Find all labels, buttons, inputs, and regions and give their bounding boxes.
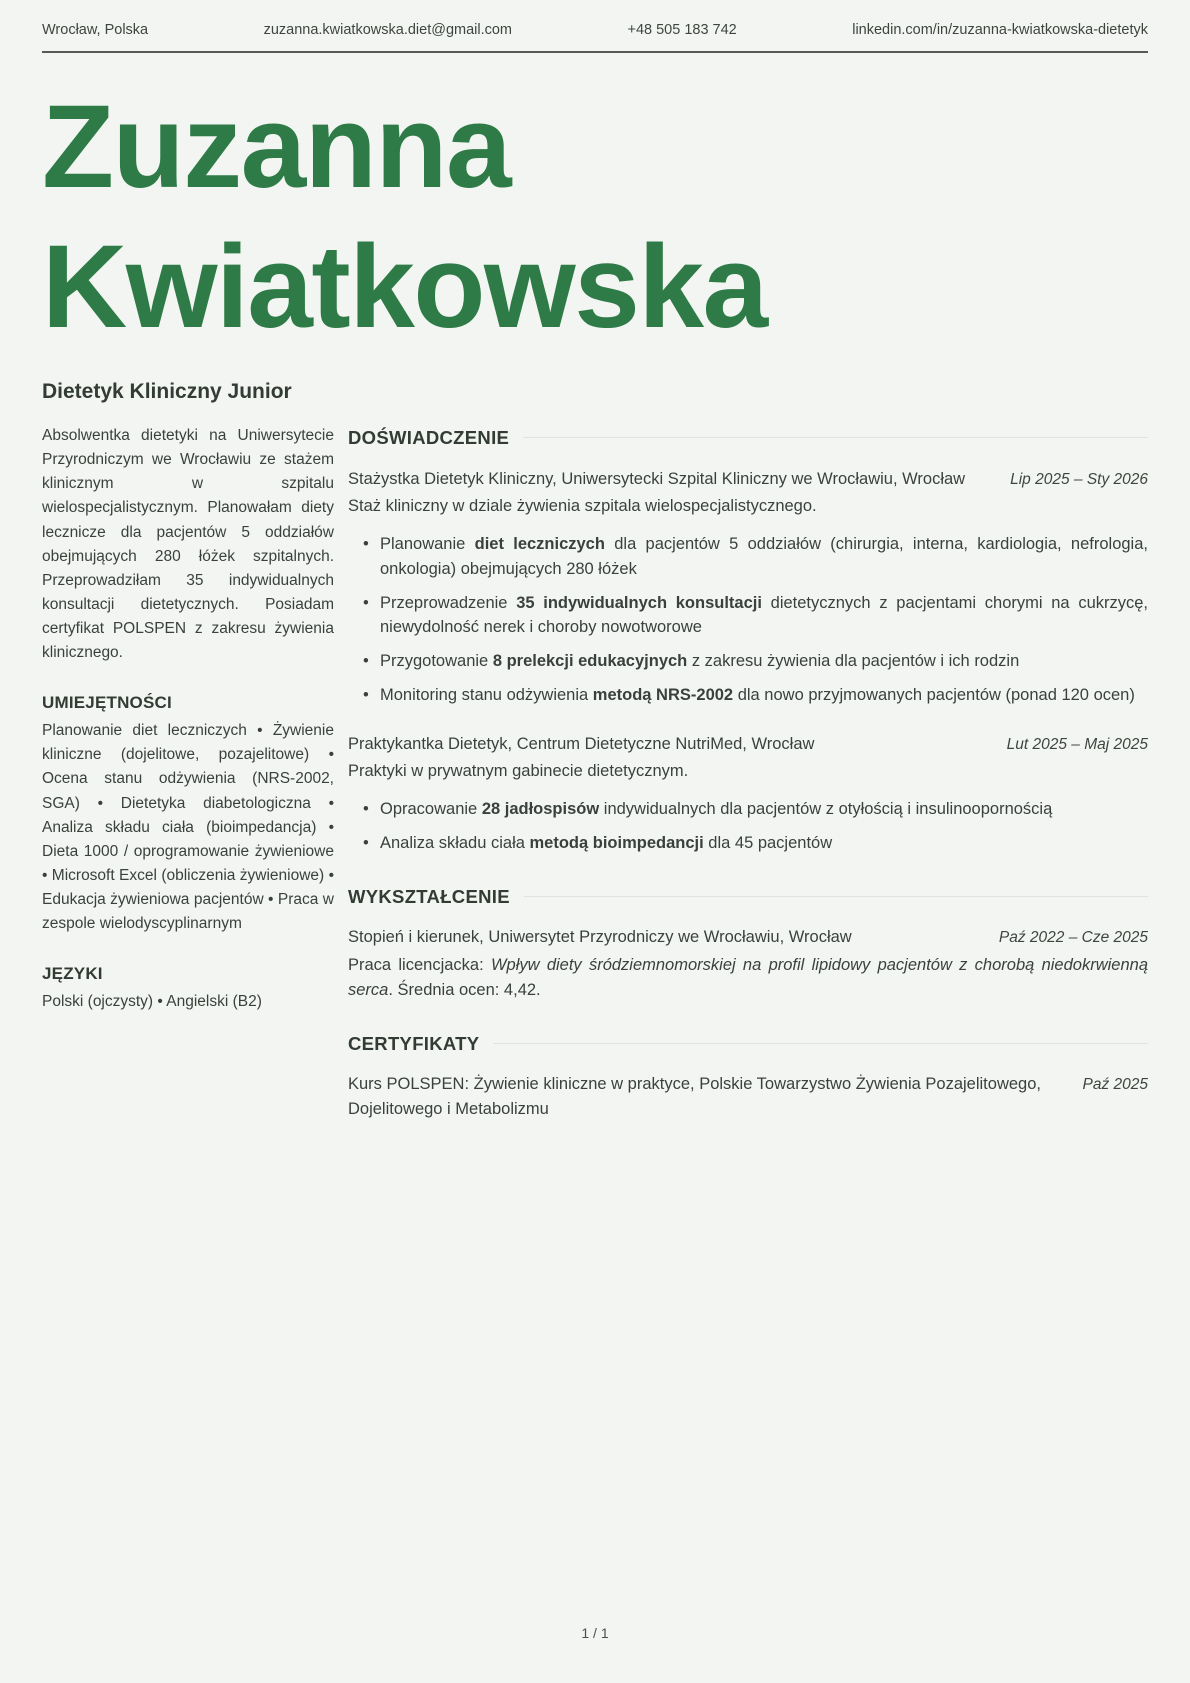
certificates-heading: CERTYFIKATY <box>348 1032 480 1054</box>
languages-text: Polski (ojczysty) • Angielski (B2) <box>42 993 262 1011</box>
education-section <box>348 883 1148 1003</box>
job-subtitle: Praktyki w prywatnym gabinecie dietetycznym. <box>348 762 689 781</box>
education-description: Praca licencjacka: Wpływ diety śródziemnomorskiej na profil lipidowy pacjentów z chorobą niedokrwienną serca. Średnia ocen: 4,42. <box>348 956 1148 999</box>
sidebar-column <box>42 424 334 1149</box>
job-bullet: • Monitoring stanu odżywienia metodą NRS-2002 dla nowo przyjmowanych pacjentów (ponad 120 ocen) <box>363 683 1148 708</box>
job-bullet-list <box>363 532 1148 708</box>
job-title-line: Stażystka Dietetyk Kliniczny, Uniwersytecki Szpital Kliniczny we Wrocławiu, Wrocław <box>348 469 966 488</box>
contact-location: Wrocław, Polska <box>42 22 149 38</box>
job-bullet: • Opracowanie 28 jadłospisów indywidualnych dla pacjentów z otyłością i insulinoopornością <box>363 797 1148 822</box>
experience-entry <box>348 732 1148 856</box>
education-section-header <box>348 883 1148 911</box>
job-bullet: • Analiza składu ciała metodą bioimpedancji dla 45 pacjentów <box>363 831 1148 856</box>
section-divider <box>524 896 1148 897</box>
contact-email[interactable]: zuzanna.kwiatkowska.diet@gmail.com <box>263 22 513 38</box>
education-dates: Paź 2022 – Cze 2025 <box>998 929 1148 947</box>
education-heading: WYKSZTAŁCENIE <box>348 885 510 907</box>
certificate-dates: Paź 2025 <box>1082 1076 1148 1094</box>
contact-phone[interactable]: +48 505 183 742 <box>627 22 737 38</box>
experience-section-header <box>348 424 1148 452</box>
section-divider <box>523 437 1148 438</box>
section-divider <box>493 1043 1148 1044</box>
candidate-name <box>42 77 1148 358</box>
job-bullet: • Planowanie diet leczniczych dla pacjentów 5 oddziałów (chirurgia, interna, kardiologia, nefrologia, onkologia) obejmujących 280 łóżek <box>363 532 1148 582</box>
education-header-row <box>348 925 1148 950</box>
certificate-text: Kurs POLSPEN: Żywienie kliniczne w praktyce, Polskie Towarzystwo Żywienia Pozajelitowego, Dojelitowego i Metabolizmu <box>348 1075 1041 1119</box>
job-bullet: • Przeprowadzenie 35 indywidualnych konsultacji dietetycznych z pacjentami chorymi na cukrzycę, niewydolność nerek i choroby nowotworowe <box>363 591 1148 641</box>
content-columns <box>42 424 1148 1149</box>
candidate-last-name: Kwiatkowska <box>42 221 767 354</box>
page-indicator: 1 / 1 <box>581 1625 609 1641</box>
job-subtitle: Staż kliniczny w dziale żywienia szpitala wielospecjalistycznego. <box>348 497 817 516</box>
certificates-section-header <box>348 1030 1148 1058</box>
job-dates: Lip 2025 – Sty 2026 <box>1010 470 1148 488</box>
main-column <box>348 424 1148 1149</box>
job-title-headline: Dietetyk Kliniczny Junior <box>42 379 292 403</box>
job-bullet: • Przygotowanie 8 prelekcji edukacyjnych z zakresu żywienia dla pacjentów i ich rodzin <box>363 649 1148 674</box>
languages-heading: JĘZYKI <box>42 963 103 983</box>
skills-text: Planowanie diet leczniczych • Żywienie kliniczne (dojelitowe, pozajelitowe) • Ocena stanu odżywienia (NRS-2002, SGA) • Dietetyka diabetologiczna • Analiza składu ciała (bioimpedancja) • Dieta 1000 / oprogramowanie żywieniowe • Microsoft Excel (obliczenia żywieniowe) • Edukacja żywieniowa pacjentów • Praca w zespole wielodyscyplinarnym <box>42 722 334 933</box>
skills-heading: UMIEJĘTNOŚCI <box>42 692 172 712</box>
summary-text: Absolwentka dietetyki na Uniwersytecie Przyrodniczym we Wrocławiu ze stażem klinicznym w szpitalu wielospecjalistycznym. Planowałam diety lecznicze dla pacjentów 5 oddziałów obejmujących 280 łóżek szpitalnych. Przeprowadziłam 35 indywidualnych konsultacji dietetycznych. Posiadam certyfikat POLSPEN z zakresu żywienia klinicznego. <box>42 426 334 662</box>
experience-heading: DOŚWIADCZENIE <box>348 426 510 448</box>
certificates-section <box>348 1030 1148 1122</box>
job-dates: Lut 2025 – Maj 2025 <box>1006 735 1148 753</box>
education-title-line: Stopień i kierunek, Uniwersytet Przyrodniczy we Wrocławiu, Wrocław <box>348 928 852 947</box>
certificate-row <box>348 1072 1148 1122</box>
thesis-title: Wpływ diety śródziemnomorskiej na profil lipidowy pacjentów z chorobą niedokrwienną serca <box>348 956 1148 999</box>
contact-bar <box>42 22 1148 53</box>
job-header-row <box>348 467 1148 492</box>
experience-section <box>348 424 1148 856</box>
candidate-first-name: Zuzanna <box>42 81 511 213</box>
contact-linkedin-link[interactable]: linkedin.com/in/zuzanna-kwiatkowska-dietetyk <box>852 22 1148 38</box>
job-bullet-list <box>363 797 1148 856</box>
experience-entry <box>348 467 1148 708</box>
job-header-row <box>348 732 1148 757</box>
job-title-line: Praktykantka Dietetyk, Centrum Dietetyczne NutriMed, Wrocław <box>348 734 815 753</box>
